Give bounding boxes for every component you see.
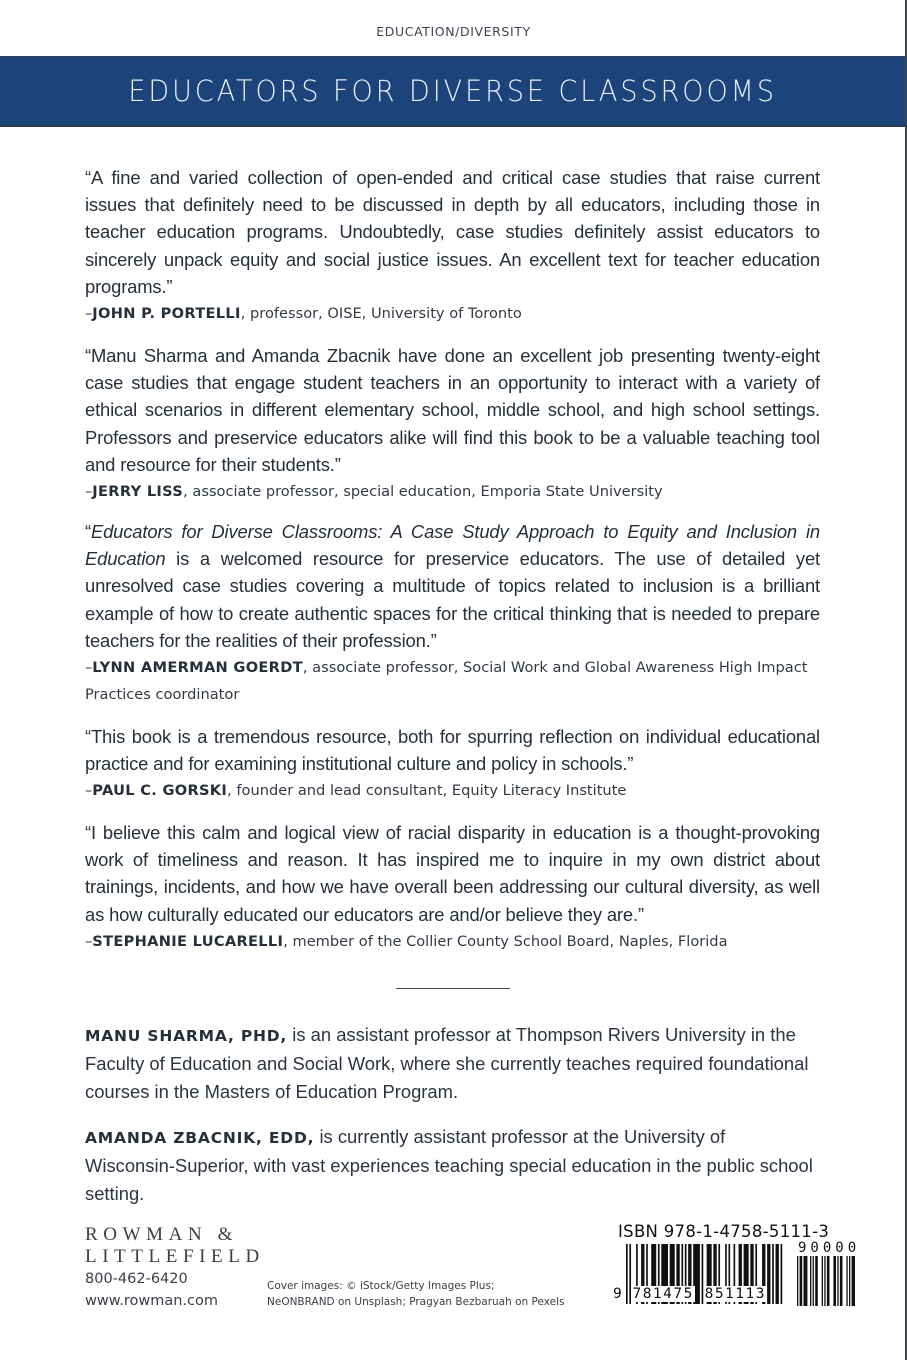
endorsement-quote — [85, 518, 820, 654]
endorsement-quote: “A fine and varied collection of open-ended and critical case studies that raise current issues that definitely need to be discussed in depth by all educators, including those in teacher education programs. Undoubtedly, case studies definitely assist educators to sincerely unpack equity and social justice issues. An excellent text for teacher education programs.” — [85, 167, 820, 297]
dash: – — [85, 659, 93, 677]
dash: – — [85, 932, 93, 950]
barcode-bar — [776, 1244, 779, 1304]
author-name: AMANDA ZBACNIK, EDD, — [85, 1129, 315, 1147]
barcode-bar — [813, 1256, 814, 1306]
publisher-phone: 800-462-6420 — [85, 1271, 188, 1287]
endorser-name: STEPHANIE LUCARELLI — [92, 932, 284, 950]
barcode-bar — [815, 1256, 818, 1306]
endorser-name: LYNN AMERMAN GOERDT — [92, 659, 303, 677]
barcode-bar — [837, 1256, 838, 1306]
endorser-affiliation: , founder and lead consultant, Equity Literacy Institute — [227, 782, 627, 800]
dash: – — [85, 782, 93, 800]
quote-mark: “ — [85, 521, 91, 542]
endorser-affiliation: , professor, OISE, University of Toronto — [240, 305, 522, 323]
publisher-block — [85, 1224, 265, 1312]
credits-line-2: NeONBRAND on Unsplash; Pragyan Bezbaruah on Pexels — [267, 1296, 565, 1308]
endorsement — [85, 819, 820, 955]
price-addon-barcode-bars — [797, 1256, 855, 1306]
barcode-bar — [824, 1256, 825, 1306]
barcode-bar — [849, 1256, 850, 1306]
barcode-bar — [852, 1256, 855, 1306]
barcode-bar — [800, 1256, 803, 1306]
barcode-bar — [846, 1256, 847, 1306]
digit-group-2: 851113 — [704, 1286, 766, 1302]
quote-text: is a welcomed resource for preservice educators. The use of detailed yet unresolved case studies covering a multitude of topics related to inclusion is a brilliant example of how to create authentic spaces for the critical thinking that is needed to prepare teachers for the realities of their profession.” — [85, 548, 820, 651]
publisher-logo-line2: LITTLEFIELD — [85, 1246, 265, 1267]
isbn-barcode — [612, 1222, 861, 1308]
dash: – — [85, 305, 93, 323]
endorsement-attribution — [85, 478, 820, 505]
barcode-bar — [781, 1244, 783, 1304]
book-title-italic: Educators for Diverse Classrooms: A Case Study Approach to Equity and Inclusion in Education — [85, 521, 820, 570]
endorser-affiliation: , member of the Collier County School Board, Naples, Florida — [283, 932, 728, 950]
endorser-affiliation: , associate professor, Social Work and Global Awareness High Impact Practices coordinator — [85, 659, 808, 704]
cover-image-credits — [267, 1278, 564, 1310]
endorsement-attribution — [85, 928, 820, 955]
barcode-bar — [840, 1256, 843, 1306]
author-bio-text: is currently assistant professor at the University of Wisconsin-Superior, with vast experiences teaching special education in the public school setting. — [85, 1126, 813, 1204]
series-title: EDUCATORS FOR DIVERSE CLASSROOMS — [128, 74, 777, 108]
endorsement — [85, 518, 820, 708]
series-title-band — [0, 56, 905, 127]
section-divider — [396, 988, 510, 989]
digit-group-1: 781475 — [632, 1286, 694, 1302]
barcode-bar — [810, 1256, 811, 1306]
barcode-bar — [827, 1256, 830, 1306]
publisher-logo-line1: ROWMAN & — [85, 1224, 238, 1245]
lead-digit: 9 — [613, 1286, 622, 1302]
publisher-website[interactable]: www.rowman.com — [85, 1293, 219, 1309]
endorser-name: JERRY LISS — [92, 483, 184, 501]
endorser-name: PAUL C. GORSKI — [92, 782, 228, 800]
dash: – — [85, 483, 93, 501]
author-bio — [85, 1123, 820, 1207]
endorsement — [85, 723, 820, 804]
endorsement-quote: “This book is a tremendous resource, both for spurring reflection on individual educational practice and for examining institutional culture and policy in schools.” — [85, 726, 820, 775]
barcode-bar — [767, 1244, 770, 1304]
barcode-bar — [822, 1256, 823, 1306]
barcode-bar — [833, 1256, 836, 1306]
author-bio-text: is an assistant professor at Thompson Rivers University in the Faculty of Education and Social Work, where she currently teaches required foundational courses in the Masters of Education Program. — [85, 1024, 809, 1102]
credits-line-1: Cover images: © iStock/Getty Images Plus; — [267, 1280, 495, 1292]
endorsement-attribution — [85, 777, 820, 804]
barcode-bar — [804, 1256, 808, 1306]
endorsement — [85, 342, 820, 505]
endorsement-quote: “I believe this calm and logical view of racial disparity in education is a thought-provoking work of timeliness and reason. It has inspired me to inquire in my own district about trainings, incidents, and how we have overall been addressing our cultural diversity, as well as how culturally educated our educators are and/or believe they are.” — [85, 822, 820, 925]
barcode-bar — [797, 1256, 798, 1306]
endorser-affiliation: , associate professor, special education, Emporia State University — [183, 483, 663, 501]
endorsement-quote: “Manu Sharma and Amanda Zbacnik have done an excellent job presenting twenty-eight case studies that engage student teachers in an opportunity to interact with a variety of ethical scenarios in different elementary school, middle school, and high school settings. Professors and preservice educators alike will find this book to be a valuable teaching tool and resource for their students.” — [85, 345, 820, 475]
endorsement-attribution — [85, 300, 820, 327]
category-label: EDUCATION/DIVERSITY — [376, 24, 531, 39]
isbn-label: ISBN 978-1-4758-5111-3 — [618, 1222, 830, 1241]
price-code: 90000 — [798, 1240, 861, 1256]
barcode-bar — [772, 1244, 774, 1304]
endorsement-attribution — [85, 654, 820, 708]
author-name: MANU SHARMA, PHD, — [85, 1027, 288, 1045]
endorsement — [85, 164, 820, 327]
endorser-name: JOHN P. PORTELLI — [92, 305, 241, 323]
author-bio — [85, 1021, 820, 1105]
barcode-digits — [612, 1286, 767, 1302]
